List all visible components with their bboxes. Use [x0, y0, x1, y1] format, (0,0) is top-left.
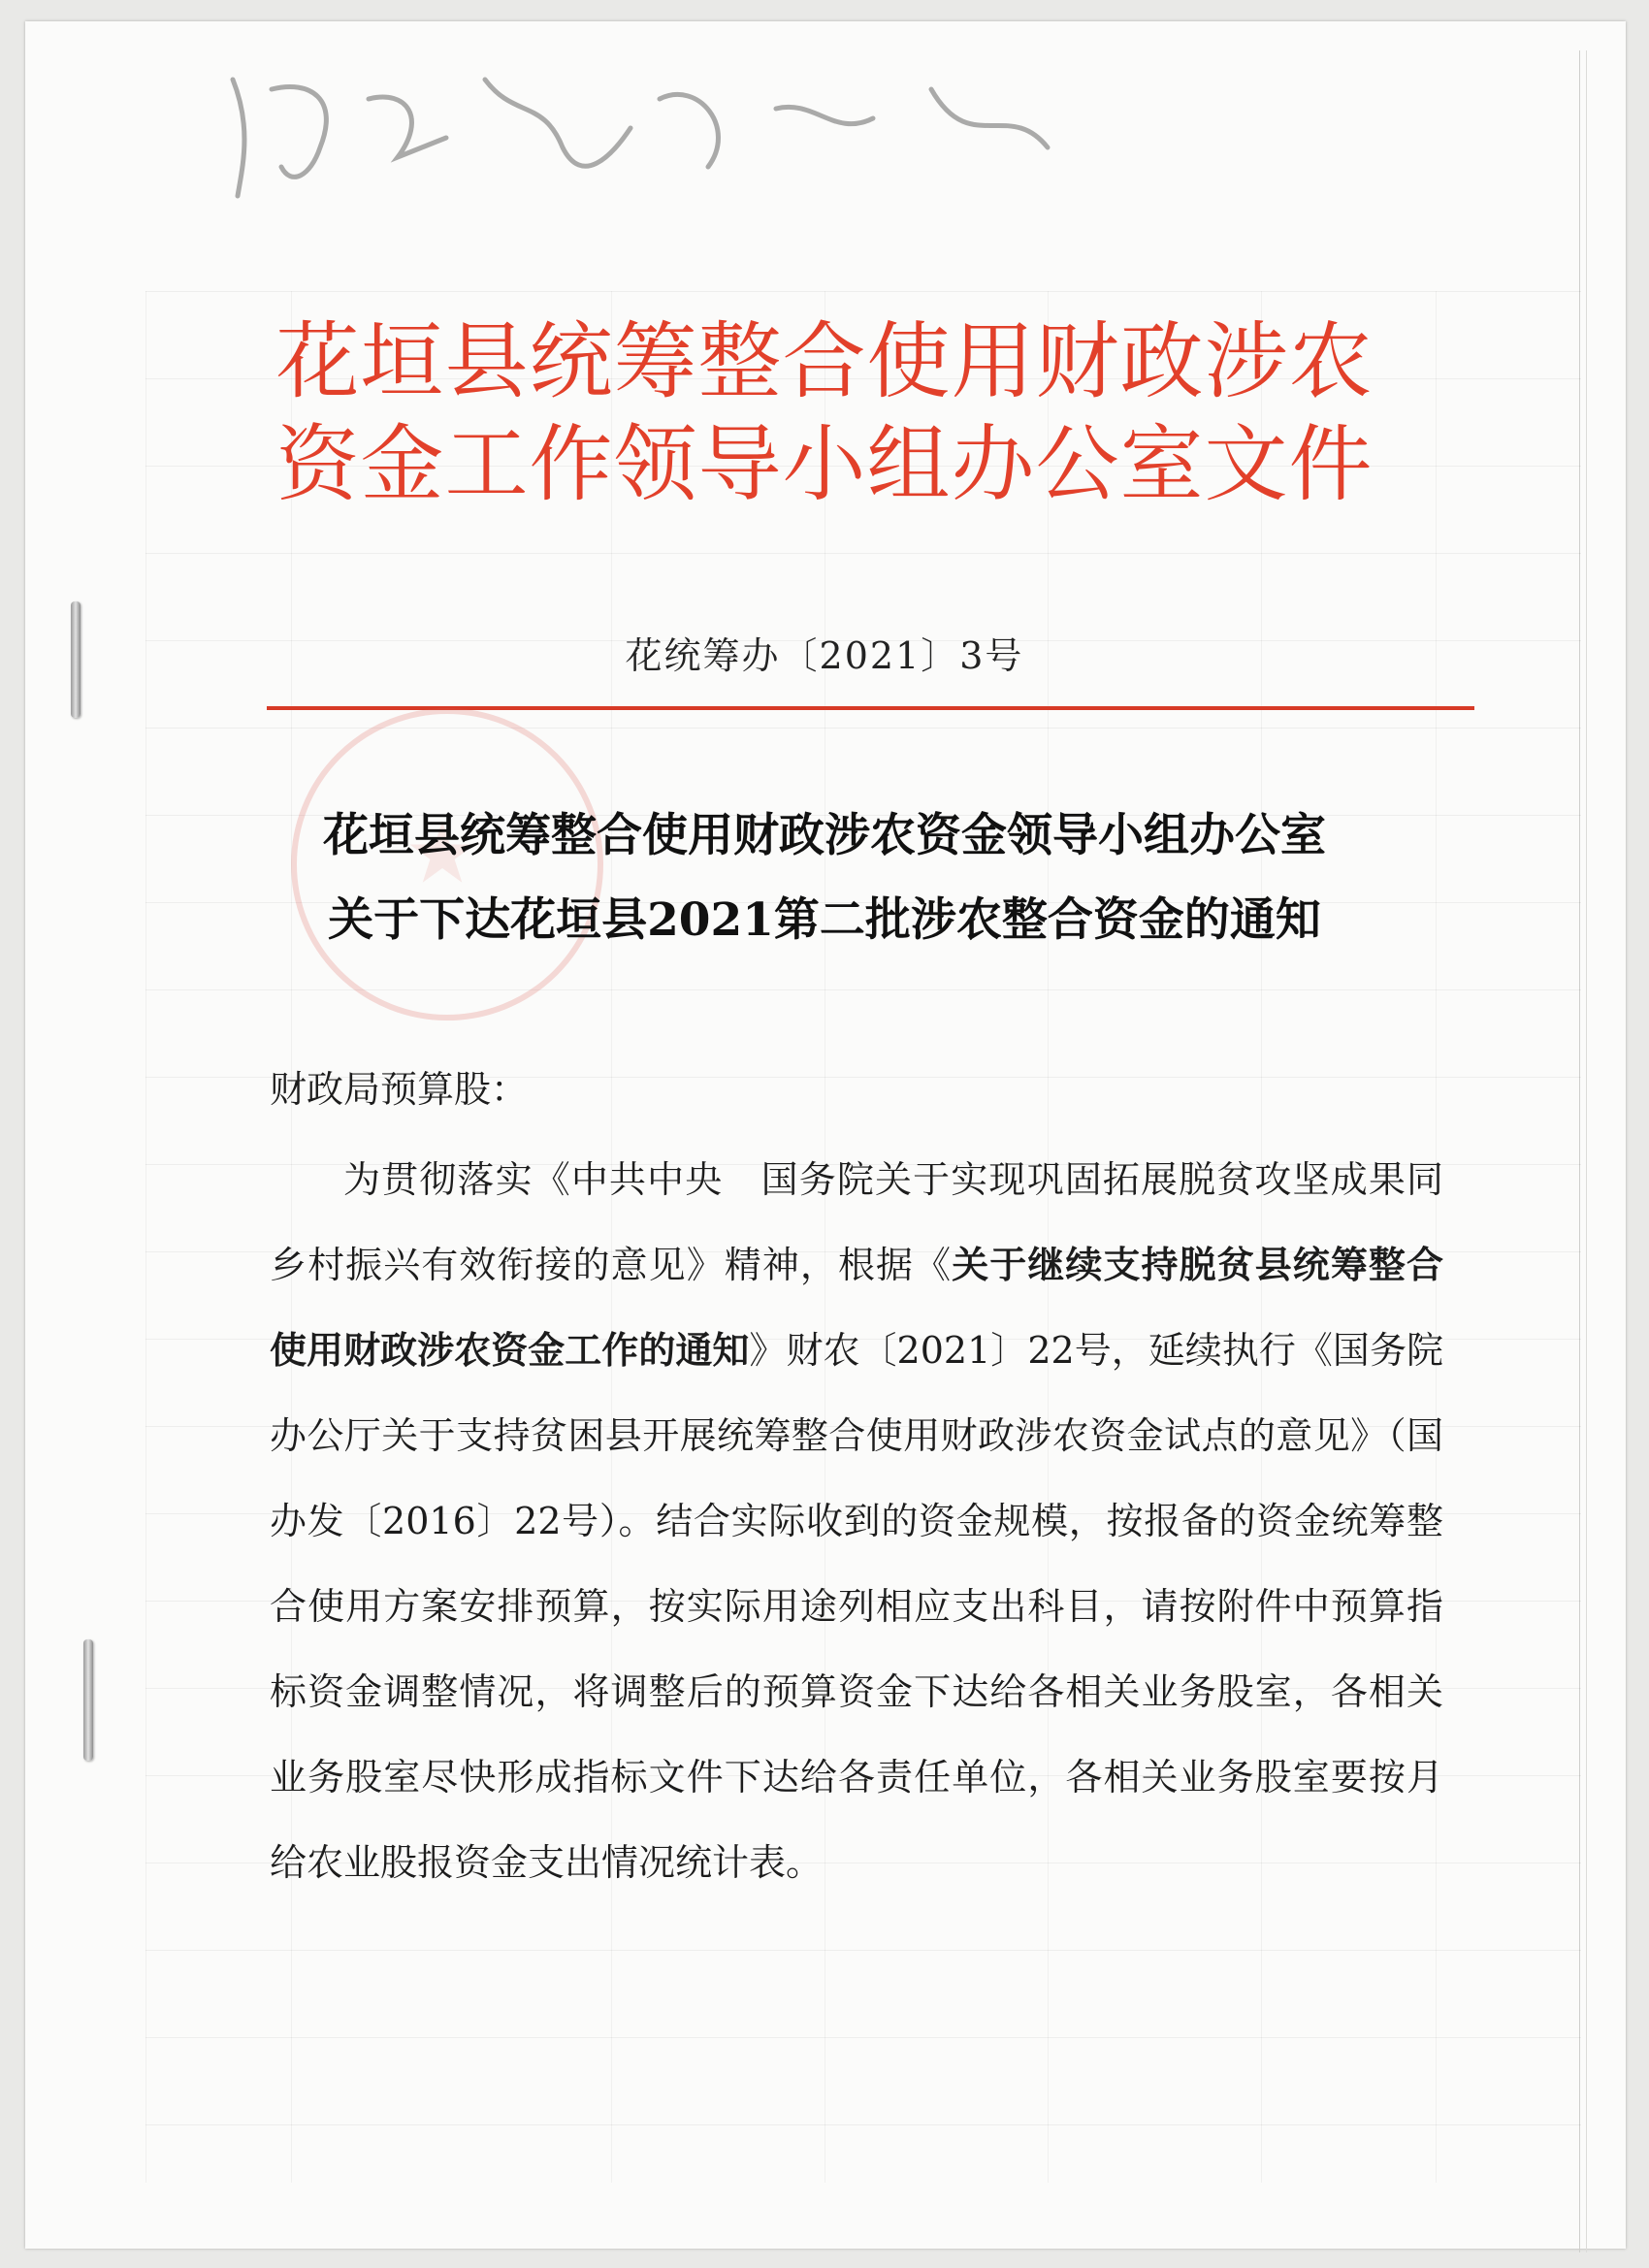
- recipient: 财政局预算股：: [270, 1068, 529, 1111]
- body-text-bold-title: 关于继续支持脱贫县统筹整合使用财政涉农资金工作的通知: [270, 1243, 1443, 1372]
- handwritten-signature: [194, 41, 1455, 235]
- body-text-part2: 》财农〔2021〕22号，延续执行《国务院办公厅关于支持贫困县开展统筹整合使用财政涉农资金试点的意见》（国办发〔2016〕22号）。结合实际收到的资金规模，按报备的资金统筹整合使用方案安排预算，按实际用途列相应支出科目，请按附件中预算指标资金调整情况，将调整后的预算资金下达给各相关业务股室，各相关业务股室尽快形成指标文件下达给各责任单位，各相关业务股室要按月给农业股报资金支出情况统计表。: [270, 1329, 1443, 1884]
- header-title-line2: 资金工作领导小组办公室文件: [275, 416, 1374, 513]
- ghost-row: [146, 553, 1581, 554]
- ghost-row: [146, 1950, 1581, 1951]
- body-paragraph: [270, 1137, 1443, 1905]
- ghost-row: [146, 2124, 1581, 2125]
- document-number: 花统筹办〔2021〕3号: [625, 634, 1024, 677]
- header-title-line1: 花垣县统筹整合使用财政涉农: [275, 313, 1374, 410]
- notice-title-line1: 花垣县统筹整合使用财政涉农资金领导小组办公室: [323, 809, 1326, 862]
- staple: [83, 1639, 93, 1761]
- body-text-part1: 为贯彻落实《中共中央 国务院关于实现巩固拓展脱贫攻坚成果同乡村振兴有效衔接的意见》精神，根据《: [270, 1158, 1443, 1286]
- ghost-row: [146, 2037, 1581, 2038]
- official-seal-faint: [291, 708, 603, 1021]
- ghost-row: [146, 291, 1581, 292]
- notice-title-line2: 关于下达花垣县2021第二批涉农整合资金的通知: [328, 893, 1321, 947]
- ghost-row: [146, 728, 1581, 729]
